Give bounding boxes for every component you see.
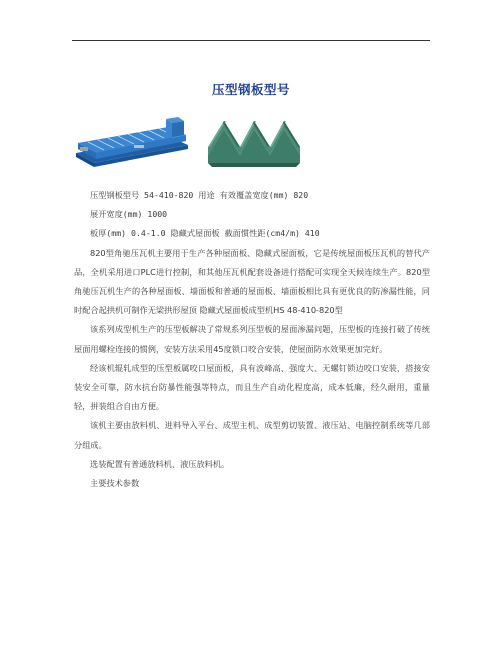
paragraph-features: 经该机辊轧成型的压型板属咬口屋面板，具有波峰高、强度大、无螺钉锁边咬口安装，搭接安装安全可靠，防水抗台防暴性能强等特点，而且生产自动化程度高，成本低廉，经久耐用，重量轻，拼装组合自由方便。 (74, 362, 430, 412)
paragraph-unfold-width: 展开宽度(mm) 1000 (90, 209, 168, 220)
paragraph-parameters-heading: 主要技术参数 (90, 478, 140, 489)
header-rule (72, 40, 430, 41)
paragraph-820-description: 820型角驰压瓦机主要用于生产各种屋面板、隐藏式屋面板，它是传统屋面板压瓦机的替代产品，全机采用进口PLC进行控制，和其他压瓦机配套设备进行搭配可实现全天候连续生产。820型角驰压瓦机生产的各种屋面板、墙面板和普通的屋面板、墙面板相比具有更优良的防渗漏性能，同时配合起拱机可制作无梁拱形屋顶 隐藏式屋面板成型机HS 48-410-820型 (74, 247, 430, 316)
paragraph-model: 压型钢板型号 54-410-820 用途 有效覆盖宽度(mm) 820 (90, 190, 309, 200)
paragraph-series-description: 该系列成型机生产的压型板解决了常规系列压型板的屋面渗漏问题，压型板的连接打破了传统屋面用螺栓连接的惯例，安装方法采用45度锁口咬合安装，使屋面防水效果更加完好。 (74, 324, 430, 354)
body-text (74, 186, 430, 493)
paragraph-components: 该机主要由放料机、进料导入平台、成型主机、成型剪切装置、液压站、电脑控制系统等几部分组成。 (74, 420, 430, 450)
paragraph-thickness: 板厚(mm) 0.4-1.0 隐藏式屋面板 截面惯性距(cm4/m) 410 (90, 228, 320, 239)
figure-row (74, 103, 314, 173)
paragraph-options: 选装配置有普通放料机、液压放料机。 (90, 458, 230, 469)
page-title: 压型钢板型号 (211, 82, 290, 97)
roll-forming-machine-image (74, 109, 190, 169)
metal-roof-panel-image (204, 107, 304, 169)
